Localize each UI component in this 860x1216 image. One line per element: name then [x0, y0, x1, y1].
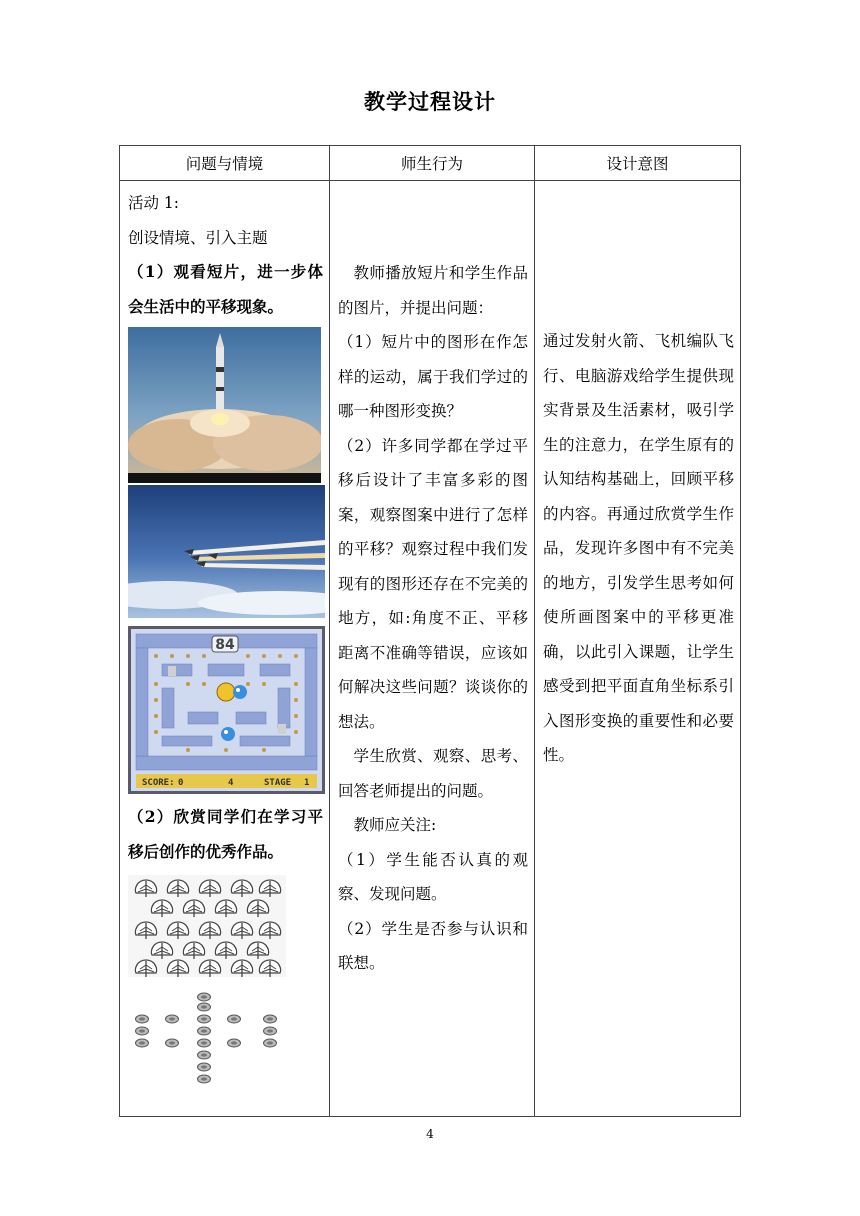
- header-behavior: 师生行为: [330, 146, 535, 181]
- activity-label: 活动 1:: [128, 194, 180, 212]
- page-title: 教学过程设计: [364, 89, 496, 114]
- behavior-p5: 教师应关注:: [353, 816, 437, 834]
- behavior-p6: （1）学生能否认真的观察、发现问题。: [338, 850, 528, 903]
- behavior-p2: （1）短片中的图形在作怎样的运动，属于我们学过的哪一种图形变换？: [338, 333, 528, 420]
- header-problem: 问题与情境: [120, 146, 330, 181]
- intent-p1: 通过发射火箭、飞机编队飞行、电脑游戏给学生提供现实背景及生活素材，吸引学生的注意力，在学生原有的认知结构基础上，回顾平移的内容。再通过欣赏学生作品，发现许多图中有不完美的地方，引发学生思考如何使所画图案中的平移更准确，以此引入课题，让学生感受到把平面直角坐标系引入图形变换的重要性和必要性。: [543, 332, 734, 764]
- item-2: （2）欣赏同学们在学习平移后创作的优秀作品。: [128, 807, 323, 861]
- game-screenshot-image: [128, 626, 325, 794]
- game-stage-value: 1: [304, 778, 310, 788]
- item-1: （1）观看短片，进一步体会生活中的平移现象。: [128, 262, 323, 316]
- lesson-table: [119, 145, 741, 1117]
- behavior-p7: （2）学生是否参与认识和联想。: [338, 919, 528, 972]
- leaf-pattern-image: [128, 875, 286, 977]
- jet-formation-image: [128, 485, 325, 618]
- cell-behavior: [330, 181, 535, 1117]
- behavior-p4: 学生欣赏、观察、思考、回答老师提出的问题。: [338, 747, 528, 800]
- game-stage-label: STAGE: [264, 778, 292, 788]
- game-score-label: SCORE:: [142, 778, 175, 788]
- activity-subtitle: 创设情境、引入主题: [128, 228, 268, 247]
- cell-intent: [535, 181, 741, 1117]
- dot-pattern-image: [128, 991, 288, 1087]
- table-row: [120, 181, 741, 1117]
- game-score-value: 0: [178, 778, 184, 788]
- page-number: 4: [426, 1127, 434, 1141]
- behavior-p3: （2）许多同学都在学过平移后设计了丰富多彩的图案，观察图案中进行了怎样的平移？观察过程中我们发现有的图形还存在不完美的地方，如:角度不正、平移距离不准确等错误，应该如何解决这些问题？谈谈你的想法。: [338, 436, 528, 731]
- header-intent: 设计意图: [535, 146, 741, 181]
- rocket-launch-image: [128, 327, 321, 483]
- behavior-p1: 教师播放短片和学生作品的图片，并提出问题：: [338, 264, 528, 317]
- game-top-number: 84: [215, 637, 235, 653]
- table-header-row: [120, 146, 741, 181]
- cell-problem: [120, 181, 330, 1117]
- game-lives: 4: [228, 778, 234, 788]
